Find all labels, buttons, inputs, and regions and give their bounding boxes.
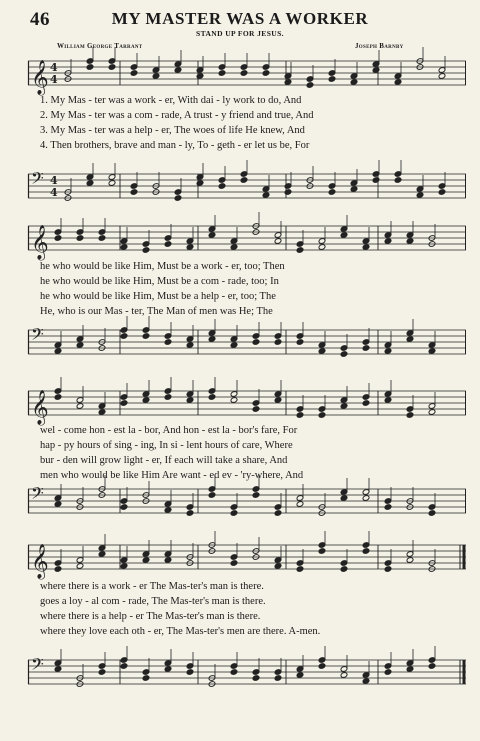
note-head bbox=[186, 397, 194, 404]
note-head bbox=[120, 504, 128, 511]
note-head bbox=[296, 672, 304, 679]
lyricist-credit: William George Tarrant bbox=[57, 42, 143, 50]
bass-clef-icon: 𝄢 bbox=[31, 168, 44, 192]
note-head bbox=[428, 409, 436, 416]
note-head bbox=[428, 510, 436, 517]
note-head bbox=[384, 397, 392, 404]
note-head bbox=[120, 333, 128, 340]
note-head bbox=[406, 412, 414, 419]
note-head bbox=[54, 235, 62, 242]
note-head bbox=[328, 189, 336, 196]
note-head bbox=[362, 345, 370, 352]
note-head bbox=[340, 403, 348, 410]
lyric-line-verse-1: wel - come hon - est la - bor, And hon - est la - bor's fare, For bbox=[40, 425, 298, 436]
music-system-2 bbox=[28, 224, 466, 364]
lyric-line-verse-3: where there is a help - er The Mas-ter's man is there. bbox=[40, 611, 261, 622]
note-head bbox=[350, 79, 358, 86]
bass-staff bbox=[28, 168, 466, 200]
note-head bbox=[120, 244, 128, 251]
treble-staff bbox=[28, 543, 466, 579]
lyric-line-verse-2: 2. My Mas - ter was a com - rade, A trust - y friend and true, And bbox=[40, 110, 314, 121]
bass-staff bbox=[28, 324, 466, 356]
note-head bbox=[340, 495, 348, 502]
note-head bbox=[296, 412, 304, 419]
lyric-line-verse-4: men who would be like Him Are want - ed ev - 'ry-where, And bbox=[40, 470, 304, 481]
bass-clef-icon: 𝄢 bbox=[31, 324, 44, 348]
lyric-line-verse-4: 4. Then brothers, brave and man - ly, To - geth - er let us be, For bbox=[40, 140, 310, 151]
note-head bbox=[252, 339, 260, 346]
note-head bbox=[208, 336, 216, 343]
note-head bbox=[196, 73, 204, 80]
note-head bbox=[164, 339, 172, 346]
lyric-line-verse-2: goes a loy - al com - rade, The Mas-ter's man is there. bbox=[40, 596, 266, 607]
time-signature: 4 bbox=[50, 73, 58, 86]
note-head bbox=[208, 394, 216, 401]
note-head bbox=[362, 400, 370, 407]
note-head bbox=[296, 501, 304, 508]
note-head bbox=[142, 247, 150, 254]
time-signature: 4 bbox=[50, 186, 58, 199]
bass-clef-icon: 𝄢 bbox=[31, 654, 44, 678]
staff-lines bbox=[28, 224, 466, 260]
lyric-line-verse-4: He, who is our Mas - ter, The Man of men was He; The bbox=[40, 306, 273, 317]
note-head bbox=[274, 675, 282, 682]
tune-subtitle: STAND UP FOR JESUS. bbox=[196, 29, 284, 38]
note-head bbox=[86, 180, 94, 187]
note-head bbox=[230, 397, 238, 404]
note-head bbox=[120, 563, 128, 570]
staff-lines bbox=[28, 324, 466, 356]
note-head bbox=[274, 397, 282, 404]
note-head bbox=[274, 563, 282, 570]
music-system-4 bbox=[28, 543, 466, 693]
note-head bbox=[218, 183, 226, 190]
note-head bbox=[142, 675, 150, 682]
note-head bbox=[262, 70, 270, 77]
note-head bbox=[362, 495, 370, 502]
note-head bbox=[384, 669, 392, 676]
note-head bbox=[230, 510, 238, 517]
staff-lines bbox=[28, 483, 466, 515]
note-head bbox=[174, 195, 182, 202]
staff-lines bbox=[28, 543, 466, 579]
note-head bbox=[98, 669, 106, 676]
note-head bbox=[230, 244, 238, 251]
bass-staff bbox=[28, 654, 466, 686]
treble-staff bbox=[28, 59, 466, 95]
note-head bbox=[318, 244, 326, 251]
note-head bbox=[208, 492, 216, 499]
treble-clef-icon: 𝄞 bbox=[31, 60, 49, 95]
note-head bbox=[54, 566, 62, 573]
note-head bbox=[262, 192, 270, 199]
lyric-line-verse-3: he who would be like Him, Must be a help - er, too; The bbox=[40, 291, 276, 302]
note-head bbox=[186, 244, 194, 251]
note-head bbox=[372, 67, 380, 74]
note-head bbox=[318, 663, 326, 670]
note-head bbox=[186, 342, 194, 349]
note-head bbox=[384, 348, 392, 355]
note-head bbox=[230, 342, 238, 349]
treble-clef-icon: 𝄞 bbox=[31, 225, 49, 260]
note-head bbox=[240, 177, 248, 184]
treble-clef-icon: 𝄞 bbox=[31, 544, 49, 579]
lyric-line-verse-3: bur - den will grow light - er, If each will take a share, And bbox=[40, 455, 288, 466]
note-head bbox=[340, 566, 348, 573]
note-head bbox=[252, 675, 260, 682]
note-head bbox=[76, 403, 84, 410]
note-head bbox=[296, 339, 304, 346]
note-head bbox=[152, 73, 160, 80]
lyric-line-verse-1: where there is a work - er The Mas-ter's man is there. bbox=[40, 581, 264, 592]
note-head bbox=[240, 70, 248, 77]
bass-staff bbox=[28, 483, 466, 515]
note-head bbox=[328, 76, 336, 83]
note-head bbox=[76, 563, 84, 570]
lyric-line-verse-2: he who would be like Him, Must be a com - rade, too; In bbox=[40, 276, 279, 287]
note-head bbox=[274, 238, 282, 245]
time-signature: 4 bbox=[50, 61, 58, 74]
note-head bbox=[284, 79, 292, 86]
note-head bbox=[306, 82, 314, 89]
note-head bbox=[196, 180, 204, 187]
lyric-line-verse-1: 1. My Mas - ter was a work - er, With dai - ly work to do, And bbox=[40, 95, 302, 106]
note-head bbox=[54, 348, 62, 355]
music-system-3 bbox=[28, 389, 466, 529]
note-head bbox=[186, 510, 194, 517]
note-head bbox=[394, 79, 402, 86]
note-head bbox=[120, 663, 128, 670]
treble-clef-icon: 𝄞 bbox=[31, 390, 49, 425]
staff-lines bbox=[28, 389, 466, 425]
note-head bbox=[230, 560, 238, 567]
time-signature: 4 bbox=[50, 174, 58, 187]
lyric-line-verse-4: where they love each oth - er, The Mas-ter's men are there. A-men. bbox=[40, 626, 321, 637]
note-head bbox=[406, 238, 414, 245]
note-head bbox=[108, 180, 116, 187]
hymn-title: MY MASTER WAS A WORKER bbox=[111, 9, 369, 28]
note-head bbox=[318, 548, 326, 555]
note-head bbox=[98, 235, 106, 242]
note-head bbox=[428, 663, 436, 670]
note-head bbox=[416, 192, 424, 199]
staff-lines bbox=[28, 59, 466, 95]
note-head bbox=[130, 70, 138, 77]
note-head bbox=[384, 504, 392, 511]
note-head bbox=[164, 394, 172, 401]
note-head bbox=[438, 73, 446, 80]
note-head bbox=[384, 566, 392, 573]
note-head bbox=[372, 177, 380, 184]
note-head bbox=[86, 64, 94, 71]
note-head bbox=[394, 177, 402, 184]
composer-credit: Joseph Barnby bbox=[355, 42, 404, 50]
note-head bbox=[318, 412, 326, 419]
note-head bbox=[362, 244, 370, 251]
note-head bbox=[54, 501, 62, 508]
note-head bbox=[274, 510, 282, 517]
note-head bbox=[296, 566, 304, 573]
note-head bbox=[340, 351, 348, 358]
note-head bbox=[406, 336, 414, 343]
note-head bbox=[230, 669, 238, 676]
note-head bbox=[208, 232, 216, 239]
note-head bbox=[54, 666, 62, 673]
note-head bbox=[340, 672, 348, 679]
note-head bbox=[98, 551, 106, 558]
note-head bbox=[174, 67, 182, 74]
note-head bbox=[164, 666, 172, 673]
note-head bbox=[350, 186, 358, 193]
note-head bbox=[142, 397, 150, 404]
note-head bbox=[98, 409, 106, 416]
note-head bbox=[362, 678, 370, 685]
lyric-line-verse-1: he who would be like Him, Must be a work - er, too; Then bbox=[40, 261, 285, 272]
page-number: 46 bbox=[30, 9, 50, 30]
lyric-line-verse-3: 3. My Mas - ter was a help - er, The woes of life He knew, And bbox=[40, 125, 305, 136]
note-head bbox=[296, 247, 304, 254]
lyric-line-verse-2: hap - py hours of sing - ing, In si - lent hours of care, Where bbox=[40, 440, 293, 451]
music-system-1 bbox=[28, 57, 466, 212]
note-head bbox=[218, 70, 226, 77]
note-head bbox=[54, 394, 62, 401]
note-head bbox=[252, 406, 260, 413]
note-head bbox=[384, 238, 392, 245]
note-head bbox=[340, 232, 348, 239]
note-head bbox=[406, 557, 414, 564]
note-head bbox=[142, 333, 150, 340]
note-head bbox=[164, 241, 172, 248]
note-head bbox=[76, 342, 84, 349]
note-head bbox=[318, 348, 326, 355]
note-head bbox=[284, 189, 292, 196]
note-head bbox=[164, 507, 172, 514]
note-head bbox=[164, 557, 172, 564]
note-head bbox=[252, 492, 260, 499]
note-head bbox=[142, 557, 150, 564]
staff-lines bbox=[28, 654, 466, 686]
note-head bbox=[406, 666, 414, 673]
note-head bbox=[274, 339, 282, 346]
treble-staff bbox=[28, 224, 466, 260]
note-head bbox=[428, 348, 436, 355]
note-head bbox=[186, 669, 194, 676]
note-head bbox=[108, 64, 116, 71]
note-head bbox=[120, 400, 128, 407]
bass-clef-icon: 𝄢 bbox=[31, 483, 44, 507]
note-head bbox=[438, 189, 446, 196]
note-head bbox=[362, 548, 370, 555]
note-head bbox=[76, 235, 84, 242]
note-head bbox=[130, 189, 138, 196]
treble-staff bbox=[28, 389, 466, 425]
staff-lines bbox=[28, 168, 466, 200]
